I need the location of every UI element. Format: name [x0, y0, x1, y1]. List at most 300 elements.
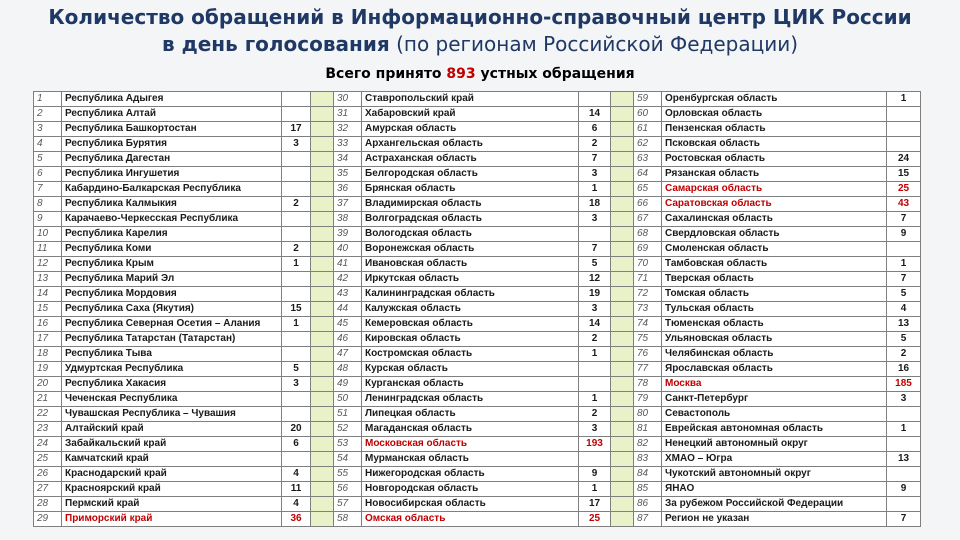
region-count: 1 — [887, 257, 921, 272]
region-name: Тверская область — [662, 272, 887, 287]
region-count: 18 — [579, 197, 611, 212]
region-name: Республика Дагестан — [62, 152, 282, 167]
region-number: 47 — [334, 347, 362, 362]
region-number: 52 — [334, 422, 362, 437]
column-spacer — [611, 392, 634, 407]
column-spacer — [311, 407, 334, 422]
column-spacer — [611, 512, 634, 527]
region-count: 5 — [579, 257, 611, 272]
total-suffix: устных обращения — [475, 66, 635, 82]
region-name: Республика Ингушетия — [62, 167, 282, 182]
region-name: Самарская область — [662, 182, 887, 197]
region-count — [282, 407, 311, 422]
column-spacer — [311, 122, 334, 137]
region-count: 15 — [887, 167, 921, 182]
region-number: 66 — [634, 197, 662, 212]
region-count: 1 — [579, 482, 611, 497]
region-number: 3 — [34, 122, 62, 137]
region-number: 4 — [34, 137, 62, 152]
region-count: 3 — [579, 167, 611, 182]
region-number: 56 — [334, 482, 362, 497]
region-number: 75 — [634, 332, 662, 347]
region-name: ЯНАО — [662, 482, 887, 497]
region-number: 65 — [634, 182, 662, 197]
region-count — [579, 362, 611, 377]
region-count — [282, 152, 311, 167]
column-spacer — [611, 167, 634, 182]
region-name: Ненецкий автономный округ — [662, 437, 887, 452]
region-number: 71 — [634, 272, 662, 287]
region-name: Забайкальский край — [62, 437, 282, 452]
column-spacer — [311, 227, 334, 242]
column-spacer — [611, 227, 634, 242]
region-number: 26 — [34, 467, 62, 482]
region-number: 23 — [34, 422, 62, 437]
region-count — [282, 182, 311, 197]
region-number: 21 — [34, 392, 62, 407]
region-count — [282, 287, 311, 302]
region-name: Амурская область — [362, 122, 579, 137]
region-count: 185 — [887, 377, 921, 392]
column-spacer — [311, 257, 334, 272]
region-count — [282, 167, 311, 182]
region-number: 42 — [334, 272, 362, 287]
region-name: Кабардино-Балкарская Республика — [62, 182, 282, 197]
region-count: 1 — [887, 92, 921, 107]
region-count: 12 — [579, 272, 611, 287]
region-number: 10 — [34, 227, 62, 242]
region-name: Томская область — [662, 287, 887, 302]
region-name: Оренбургская область — [662, 92, 887, 107]
region-count — [887, 407, 921, 422]
region-count — [282, 392, 311, 407]
region-number: 72 — [634, 287, 662, 302]
region-name: Ростовская область — [662, 152, 887, 167]
region-number: 22 — [34, 407, 62, 422]
column-spacer — [311, 332, 334, 347]
column-spacer — [311, 272, 334, 287]
region-count — [579, 377, 611, 392]
region-number: 37 — [334, 197, 362, 212]
title-line-2-normal: (по регионам Российской Федерации) — [389, 32, 799, 56]
region-name: Республика Алтай — [62, 107, 282, 122]
region-count: 4 — [282, 497, 311, 512]
region-name: ХМАО – Югра — [662, 452, 887, 467]
region-number: 45 — [334, 317, 362, 332]
column-spacer — [611, 437, 634, 452]
column-spacer — [311, 392, 334, 407]
region-name: Санкт-Петербург — [662, 392, 887, 407]
region-name: Чеченская Республика — [62, 392, 282, 407]
region-count: 6 — [579, 122, 611, 137]
region-number: 31 — [334, 107, 362, 122]
region-name: Пензенская область — [662, 122, 887, 137]
region-name: Новосибирская область — [362, 497, 579, 512]
region-count: 4 — [282, 467, 311, 482]
table-row — [34, 452, 921, 467]
region-number: 39 — [334, 227, 362, 242]
table-row — [34, 317, 921, 332]
region-number: 60 — [634, 107, 662, 122]
column-spacer — [611, 332, 634, 347]
region-count: 16 — [887, 362, 921, 377]
region-name: Республика Марий Эл — [62, 272, 282, 287]
column-spacer — [311, 287, 334, 302]
region-number: 16 — [34, 317, 62, 332]
region-name: Хабаровский край — [362, 107, 579, 122]
region-name: Брянская область — [362, 182, 579, 197]
region-name: Еврейская автономная область — [662, 422, 887, 437]
region-number: 38 — [334, 212, 362, 227]
table-row — [34, 182, 921, 197]
region-count: 13 — [887, 317, 921, 332]
table-row — [34, 467, 921, 482]
table-row — [34, 437, 921, 452]
region-number: 24 — [34, 437, 62, 452]
region-count: 5 — [887, 287, 921, 302]
column-spacer — [311, 482, 334, 497]
region-number: 78 — [634, 377, 662, 392]
region-count: 19 — [579, 287, 611, 302]
region-number: 28 — [34, 497, 62, 512]
region-count: 2 — [282, 197, 311, 212]
column-spacer — [311, 107, 334, 122]
column-spacer — [311, 377, 334, 392]
region-number: 48 — [334, 362, 362, 377]
region-count: 6 — [282, 437, 311, 452]
region-count — [887, 437, 921, 452]
column-spacer — [311, 182, 334, 197]
region-name: Республика Тыва — [62, 347, 282, 362]
region-number: 49 — [334, 377, 362, 392]
region-count: 1 — [282, 317, 311, 332]
region-number: 80 — [634, 407, 662, 422]
region-name: Республика Хакасия — [62, 377, 282, 392]
region-count: 1 — [579, 182, 611, 197]
region-number: 19 — [34, 362, 62, 377]
column-spacer — [611, 497, 634, 512]
region-count: 3 — [282, 377, 311, 392]
region-name: Смоленская область — [662, 242, 887, 257]
region-name: Вологодская область — [362, 227, 579, 242]
region-count: 9 — [887, 227, 921, 242]
region-name: Красноярский край — [62, 482, 282, 497]
page-title — [0, 4, 960, 58]
total-value: 893 — [446, 66, 476, 82]
region-number: 34 — [334, 152, 362, 167]
region-number: 32 — [334, 122, 362, 137]
region-count: 5 — [887, 332, 921, 347]
region-count — [282, 107, 311, 122]
region-count: 3 — [887, 392, 921, 407]
region-count — [282, 347, 311, 362]
region-number: 8 — [34, 197, 62, 212]
region-name: Республика Бурятия — [62, 137, 282, 152]
region-name: Орловская область — [662, 107, 887, 122]
column-spacer — [611, 407, 634, 422]
region-name: Ульяновская область — [662, 332, 887, 347]
region-count: 193 — [579, 437, 611, 452]
column-spacer — [611, 257, 634, 272]
column-spacer — [311, 512, 334, 527]
column-spacer — [611, 482, 634, 497]
table-row — [34, 392, 921, 407]
region-number: 51 — [334, 407, 362, 422]
region-count: 11 — [282, 482, 311, 497]
region-name: Калининградская область — [362, 287, 579, 302]
region-name: Астраханская область — [362, 152, 579, 167]
region-count: 7 — [887, 212, 921, 227]
region-count: 7 — [579, 152, 611, 167]
region-count: 2 — [579, 137, 611, 152]
region-count: 17 — [282, 122, 311, 137]
region-number: 57 — [334, 497, 362, 512]
region-name: Ленинградская область — [362, 392, 579, 407]
region-name: Свердловская область — [662, 227, 887, 242]
region-name: Тамбовская область — [662, 257, 887, 272]
region-count — [282, 332, 311, 347]
region-number: 74 — [634, 317, 662, 332]
total-summary — [0, 66, 960, 82]
region-name: Регион не указан — [662, 512, 887, 527]
region-name: Калужская область — [362, 302, 579, 317]
region-count: 9 — [579, 467, 611, 482]
column-spacer — [311, 167, 334, 182]
region-name: Кировская область — [362, 332, 579, 347]
region-name: Архангельская область — [362, 137, 579, 152]
column-spacer — [611, 107, 634, 122]
table-row — [34, 257, 921, 272]
region-number: 14 — [34, 287, 62, 302]
column-spacer — [611, 212, 634, 227]
region-number: 17 — [34, 332, 62, 347]
region-name: Республика Татарстан (Татарстан) — [62, 332, 282, 347]
column-spacer — [311, 437, 334, 452]
column-spacer — [611, 287, 634, 302]
table-row — [34, 92, 921, 107]
table-row — [34, 122, 921, 137]
region-count: 3 — [579, 422, 611, 437]
region-number: 83 — [634, 452, 662, 467]
region-number: 9 — [34, 212, 62, 227]
region-name: Алтайский край — [62, 422, 282, 437]
column-spacer — [311, 422, 334, 437]
column-spacer — [611, 197, 634, 212]
regions-table-body — [34, 92, 921, 527]
column-spacer — [611, 122, 634, 137]
region-count: 9 — [887, 482, 921, 497]
table-row — [34, 152, 921, 167]
region-name: Пермский край — [62, 497, 282, 512]
column-spacer — [311, 152, 334, 167]
table-row — [34, 377, 921, 392]
region-name: Челябинская область — [662, 347, 887, 362]
column-spacer — [311, 212, 334, 227]
region-number: 62 — [634, 137, 662, 152]
region-count: 25 — [887, 182, 921, 197]
region-number: 27 — [34, 482, 62, 497]
region-name: Чувашская Республика – Чувашия — [62, 407, 282, 422]
table-row — [34, 287, 921, 302]
column-spacer — [311, 467, 334, 482]
region-count — [887, 467, 921, 482]
region-number: 63 — [634, 152, 662, 167]
region-count: 43 — [887, 197, 921, 212]
region-count: 13 — [887, 452, 921, 467]
region-count: 3 — [579, 212, 611, 227]
region-count — [887, 137, 921, 152]
region-count: 17 — [579, 497, 611, 512]
region-count: 25 — [579, 512, 611, 527]
region-number: 11 — [34, 242, 62, 257]
column-spacer — [611, 272, 634, 287]
region-name: Камчатский край — [62, 452, 282, 467]
region-number: 12 — [34, 257, 62, 272]
region-count — [579, 92, 611, 107]
table-row — [34, 137, 921, 152]
region-number: 41 — [334, 257, 362, 272]
column-spacer — [611, 377, 634, 392]
region-name: Нижегородская область — [362, 467, 579, 482]
region-name: Омская область — [362, 512, 579, 527]
region-count — [887, 497, 921, 512]
column-spacer — [311, 197, 334, 212]
region-number: 73 — [634, 302, 662, 317]
region-name: Ивановская область — [362, 257, 579, 272]
region-name: Республика Калмыкия — [62, 197, 282, 212]
column-spacer — [611, 137, 634, 152]
region-number: 54 — [334, 452, 362, 467]
table-row — [34, 227, 921, 242]
region-name: За рубежом Российской Федерации — [662, 497, 887, 512]
region-number: 81 — [634, 422, 662, 437]
region-number: 68 — [634, 227, 662, 242]
title-line-2 — [0, 31, 960, 58]
region-name: Республика Карелия — [62, 227, 282, 242]
region-count: 15 — [282, 302, 311, 317]
region-number: 76 — [634, 347, 662, 362]
region-name: Сахалинская область — [662, 212, 887, 227]
region-name: Республика Крым — [62, 257, 282, 272]
region-number: 29 — [34, 512, 62, 527]
region-name: Московская область — [362, 437, 579, 452]
region-name: Тульская область — [662, 302, 887, 317]
region-count — [282, 227, 311, 242]
region-count — [887, 107, 921, 122]
region-number: 15 — [34, 302, 62, 317]
column-spacer — [311, 452, 334, 467]
region-number: 82 — [634, 437, 662, 452]
region-number: 40 — [334, 242, 362, 257]
region-number: 20 — [34, 377, 62, 392]
table-row — [34, 362, 921, 377]
region-count: 36 — [282, 512, 311, 527]
region-number: 2 — [34, 107, 62, 122]
region-number: 67 — [634, 212, 662, 227]
region-count: 3 — [579, 302, 611, 317]
region-count: 3 — [282, 137, 311, 152]
region-count: 1 — [579, 392, 611, 407]
region-name: Псковская область — [662, 137, 887, 152]
region-name: Курганская область — [362, 377, 579, 392]
region-count: 1 — [887, 422, 921, 437]
region-count — [282, 452, 311, 467]
column-spacer — [311, 347, 334, 362]
table-row — [34, 482, 921, 497]
column-spacer — [311, 302, 334, 317]
region-number: 69 — [634, 242, 662, 257]
region-count — [579, 452, 611, 467]
region-number: 46 — [334, 332, 362, 347]
region-count: 14 — [579, 107, 611, 122]
region-count — [887, 242, 921, 257]
region-count: 2 — [887, 347, 921, 362]
region-name: Республика Мордовия — [62, 287, 282, 302]
region-name: Липецкая область — [362, 407, 579, 422]
region-number: 25 — [34, 452, 62, 467]
column-spacer — [311, 317, 334, 332]
table-row — [34, 212, 921, 227]
region-name: Саратовская область — [662, 197, 887, 212]
region-number: 36 — [334, 182, 362, 197]
region-number: 6 — [34, 167, 62, 182]
region-name: Карачаево-Черкесская Республика — [62, 212, 282, 227]
region-number: 87 — [634, 512, 662, 527]
region-name: Курская область — [362, 362, 579, 377]
region-name: Воронежская область — [362, 242, 579, 257]
region-number: 35 — [334, 167, 362, 182]
region-count — [579, 227, 611, 242]
region-number: 84 — [634, 467, 662, 482]
regions-table — [33, 91, 921, 527]
region-number: 85 — [634, 482, 662, 497]
region-number: 30 — [334, 92, 362, 107]
column-spacer — [611, 317, 634, 332]
title-line-2-bold: в день голосования — [161, 32, 390, 56]
total-prefix: Всего принято — [325, 66, 447, 82]
region-count: 1 — [282, 257, 311, 272]
column-spacer — [311, 137, 334, 152]
region-name: Волгоградская область — [362, 212, 579, 227]
region-number: 53 — [334, 437, 362, 452]
region-name: Чукотский автономный округ — [662, 467, 887, 482]
region-number: 50 — [334, 392, 362, 407]
region-number: 1 — [34, 92, 62, 107]
region-number: 13 — [34, 272, 62, 287]
region-count — [282, 92, 311, 107]
table-row — [34, 107, 921, 122]
region-number: 44 — [334, 302, 362, 317]
region-count: 4 — [887, 302, 921, 317]
region-name: Владимирская область — [362, 197, 579, 212]
region-number: 61 — [634, 122, 662, 137]
region-name: Республика Саха (Якутия) — [62, 302, 282, 317]
region-count — [282, 272, 311, 287]
region-name: Удмуртская Республика — [62, 362, 282, 377]
region-name: Новгородская область — [362, 482, 579, 497]
region-number: 59 — [634, 92, 662, 107]
region-count — [282, 212, 311, 227]
region-count: 2 — [579, 407, 611, 422]
region-number: 77 — [634, 362, 662, 377]
table-row — [34, 407, 921, 422]
region-name: Краснодарский край — [62, 467, 282, 482]
region-name: Москва — [662, 377, 887, 392]
region-number: 55 — [334, 467, 362, 482]
table-row — [34, 197, 921, 212]
region-count: 7 — [579, 242, 611, 257]
region-name: Севастополь — [662, 407, 887, 422]
